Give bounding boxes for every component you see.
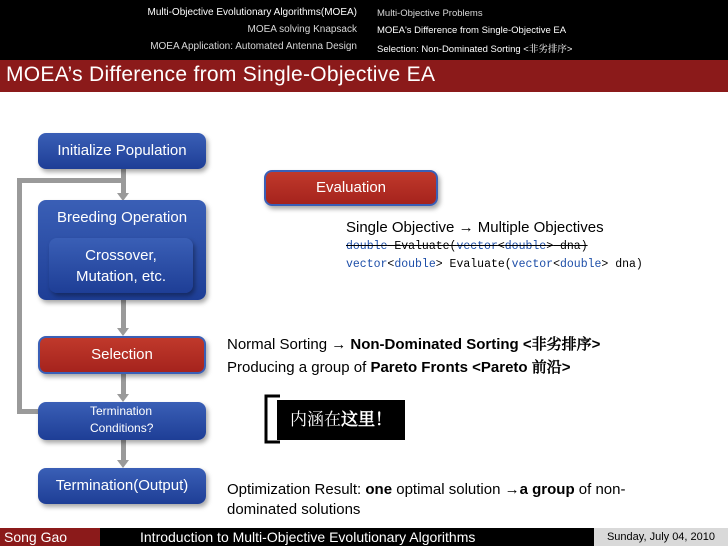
header-nav-right bbox=[367, 0, 728, 60]
footer-date: Sunday, July 04, 2010 bbox=[594, 528, 728, 546]
initialize-population-label: Initialize Population bbox=[57, 142, 187, 159]
termination-conditions-box[interactable] bbox=[38, 402, 206, 440]
slide-title: MOEA’s Difference from Single-Objective EA bbox=[6, 63, 436, 86]
code-token: < bbox=[553, 258, 560, 271]
code-token: double bbox=[394, 258, 436, 271]
code-token: Evaluate( bbox=[387, 240, 457, 253]
selection-label: Selection bbox=[91, 346, 153, 363]
code-token: > bbox=[435, 258, 443, 271]
connector-init-breed bbox=[121, 169, 126, 193]
result-prefix-text: Optimization Result: bbox=[227, 481, 366, 498]
code-token: double bbox=[504, 240, 547, 253]
result-line-1 bbox=[227, 481, 626, 498]
code-token: vector bbox=[511, 258, 554, 271]
code-token: double bbox=[560, 258, 602, 271]
connector-loop-top bbox=[17, 178, 121, 183]
evaluation-label: Evaluation bbox=[315, 179, 387, 196]
non-dominated-sorting-text: Non-Dominated Sorting <非劣排序> bbox=[346, 336, 601, 353]
breeding-operation-box[interactable] bbox=[38, 200, 206, 300]
normal-sorting-text: Normal Sorting bbox=[227, 336, 332, 353]
termination-output-label: Termination(Output) bbox=[55, 477, 189, 494]
termination-label: Termination bbox=[90, 404, 153, 418]
code-token: < bbox=[387, 258, 395, 271]
code-multi-objective bbox=[346, 258, 643, 271]
objective-heading bbox=[346, 219, 604, 236]
code-token: Evaluate( bbox=[442, 258, 512, 271]
arrow-down-icon bbox=[117, 328, 129, 336]
result-line-2: dominated solutions bbox=[227, 501, 361, 518]
footer-author: Song Gao bbox=[0, 528, 100, 546]
connector-select-term bbox=[121, 374, 126, 396]
result-one-text: one bbox=[365, 481, 393, 498]
callout-bold-text: 这里！ bbox=[341, 410, 392, 429]
nav-item-selection[interactable]: Selection: Non-Dominated Sorting <非劣排序> bbox=[377, 44, 573, 55]
code-token: < bbox=[497, 240, 505, 253]
code-token: > bbox=[601, 258, 609, 271]
code-token: dna) bbox=[608, 258, 643, 271]
result-suffix-text: of non- bbox=[574, 481, 626, 498]
sorting-note bbox=[227, 333, 600, 354]
crossover-mutation-box[interactable] bbox=[49, 238, 193, 293]
pareto-note bbox=[227, 356, 571, 377]
header-nav-left bbox=[0, 0, 365, 60]
pareto-prefix-text: Producing a group of bbox=[227, 359, 371, 376]
selection-box[interactable] bbox=[38, 336, 206, 374]
code-single-objective bbox=[346, 240, 588, 253]
mutation-label: Mutation, etc. bbox=[75, 268, 167, 285]
callout-box bbox=[277, 400, 405, 440]
nav-item-multi-objective-problems[interactable]: Multi-Objective Problems bbox=[377, 8, 483, 19]
initialize-population-box[interactable] bbox=[38, 133, 206, 169]
code-token: double bbox=[346, 240, 388, 253]
code-token: dna) bbox=[553, 240, 588, 253]
nav-item-knapsack[interactable]: MOEA solving Knapsack bbox=[247, 24, 357, 35]
result-mid-text: optimal solution bbox=[392, 481, 505, 498]
footer-title: Introduction to Multi-Objective Evolutionary Algorithms bbox=[140, 529, 476, 545]
single-objective-text: Single Objective bbox=[346, 219, 459, 236]
breeding-operation-label: Breeding Operation bbox=[56, 209, 188, 226]
nav-item-moea-difference[interactable]: MOEA's Difference from Single-Objective EA bbox=[377, 25, 567, 36]
code-token: vector bbox=[346, 258, 388, 271]
arrow-right-icon: → bbox=[458, 219, 474, 236]
crossover-label: Crossover, bbox=[85, 247, 157, 264]
nav-item-antenna[interactable]: MOEA Application: Automated Antenna Design bbox=[150, 41, 357, 52]
arrow-right-icon: → bbox=[331, 336, 347, 353]
connector-breed-select bbox=[121, 300, 126, 330]
arrow-down-icon bbox=[117, 394, 129, 402]
code-token: vector bbox=[456, 240, 498, 253]
multiple-objectives-text: Multiple Objectives bbox=[473, 219, 604, 236]
code-token: > bbox=[546, 240, 554, 253]
result-group-text: a group bbox=[519, 481, 575, 498]
callout-text: 内涵在 bbox=[290, 410, 341, 429]
arrow-right-icon: → bbox=[504, 481, 520, 498]
arrow-down-icon bbox=[117, 460, 129, 468]
nav-item-moea[interactable]: Multi-Objective Evolutionary Algorithms(MOEA) bbox=[147, 7, 357, 18]
pareto-fronts-text: Pareto Fronts <Pareto 前沿> bbox=[370, 359, 571, 376]
termination-output-box[interactable] bbox=[38, 468, 206, 504]
connector-term-output bbox=[121, 440, 126, 462]
evaluation-box[interactable] bbox=[264, 170, 438, 206]
conditions-label: Conditions? bbox=[90, 421, 154, 435]
connector-loop-left bbox=[17, 178, 22, 414]
